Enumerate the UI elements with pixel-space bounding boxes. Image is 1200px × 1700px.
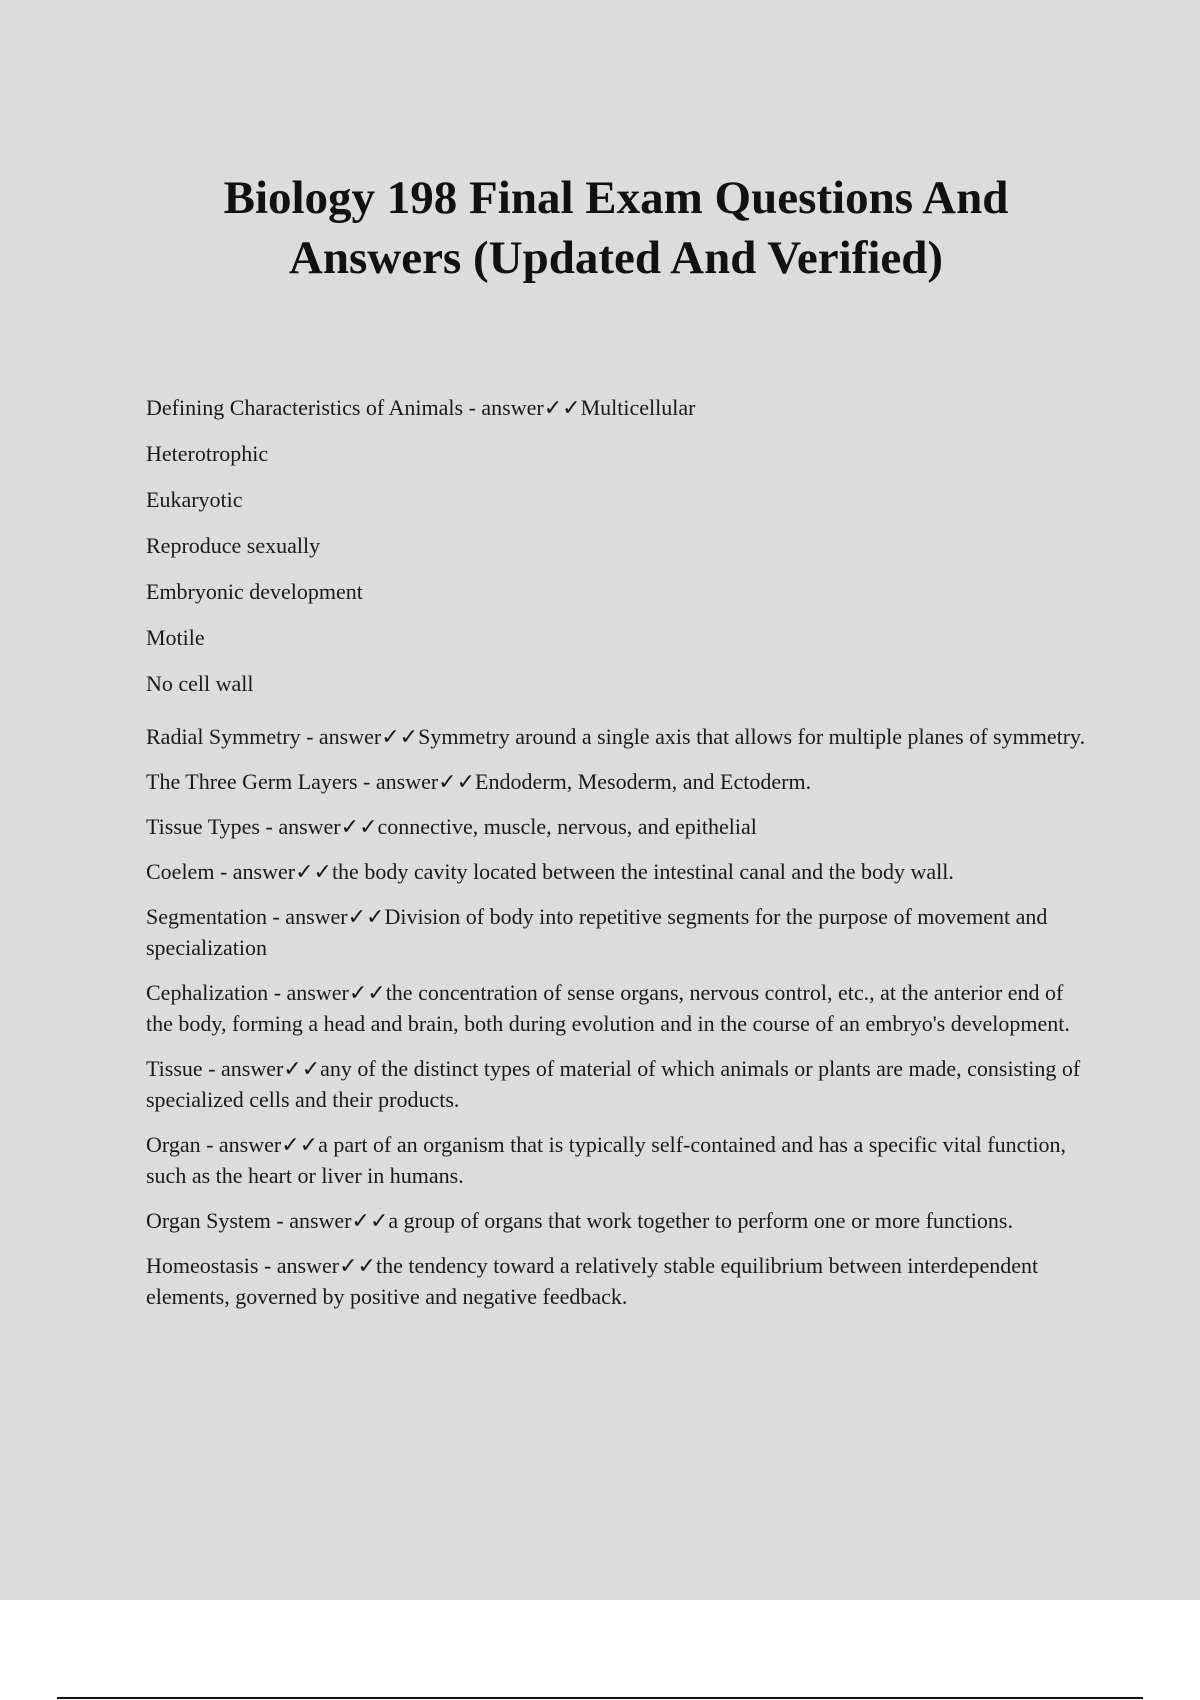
qa-term: Tissue bbox=[146, 1056, 203, 1081]
qa-entry bbox=[146, 392, 1086, 423]
qa-separator: - answer✓✓ bbox=[202, 1056, 321, 1081]
qa-answer: the concentration of sense organs, nervous control, etc., at the anterior end of the body, forming a head and brain, both during evolution and in the course of an embryo's development. bbox=[146, 980, 1070, 1036]
qa-answer: Division of body into repetitive segments for the purpose of movement and specialization bbox=[146, 904, 1048, 960]
qa-separator: - answer✓✓ bbox=[214, 859, 332, 884]
qa-term: Homeostasis bbox=[146, 1253, 259, 1278]
answer-line: Embryonic development bbox=[146, 579, 363, 604]
qa-entry bbox=[146, 1250, 1086, 1312]
qa-answer: Endoderm, Mesoderm, and Ectoderm. bbox=[475, 769, 812, 794]
answer-line: Eukaryotic bbox=[146, 487, 243, 512]
qa-separator: - answer✓✓ bbox=[260, 814, 378, 839]
qa-entry bbox=[146, 766, 1086, 797]
qa-entry bbox=[146, 1053, 1086, 1115]
qa-entry bbox=[146, 721, 1086, 752]
qa-separator: - answer✓✓ bbox=[258, 1253, 376, 1278]
qa-answer: a part of an organism that is typically self-contained and has a specific vital function, such as the heart or liver in humans. bbox=[146, 1132, 1067, 1188]
qa-term: Organ System bbox=[146, 1208, 271, 1233]
answer-line: Reproduce sexually bbox=[146, 533, 321, 558]
qa-term: Tissue Types bbox=[146, 814, 260, 839]
qa-answer: connective, muscle, nervous, and epithelial bbox=[377, 814, 757, 839]
qa-answer: Symmetry around a single axis that allows for multiple planes of symmetry. bbox=[418, 724, 1086, 749]
qa-entry bbox=[146, 811, 1086, 842]
qa-entry bbox=[146, 977, 1086, 1039]
document-title bbox=[0, 168, 1200, 288]
qa-answer: a group of organs that work together to perform one or more functions. bbox=[388, 1208, 1013, 1233]
qa-answer: any of the distinct types of material of which animals or plants are made, consisting of specialized cells and their products. bbox=[146, 1056, 1081, 1112]
answer-line: Motile bbox=[146, 625, 205, 650]
answer-line: Heterotrophic bbox=[146, 441, 269, 466]
answer-line: No cell wall bbox=[146, 671, 254, 696]
qa-term: Defining Characteristics of Animals bbox=[146, 395, 464, 420]
qa-list bbox=[146, 392, 1086, 1312]
document-title-line-2: Answers (Updated And Verified) bbox=[288, 232, 944, 284]
qa-term: Coelem bbox=[146, 859, 215, 884]
qa-entry bbox=[146, 901, 1086, 963]
qa-entry bbox=[146, 856, 1086, 887]
qa-separator: - answer✓✓ bbox=[357, 769, 476, 794]
qa-separator: - answer✓✓ bbox=[200, 1132, 319, 1157]
qa-answer: the tendency toward a relatively stable equilibrium between interdependent elements, governed by positive and negative feedback. bbox=[146, 1253, 1039, 1309]
qa-term: Radial Symmetry bbox=[146, 724, 301, 749]
qa-entry bbox=[146, 1205, 1086, 1236]
qa-term: Cephalization bbox=[146, 980, 269, 1005]
qa-separator: - answer✓✓ bbox=[300, 724, 419, 749]
qa-separator: - answer✓✓ bbox=[268, 980, 386, 1005]
qa-term: Segmentation bbox=[146, 904, 267, 929]
page-divider bbox=[57, 1697, 1143, 1699]
qa-separator: - answer✓✓ bbox=[463, 395, 581, 420]
qa-term: Organ bbox=[146, 1132, 201, 1157]
qa-answer: the body cavity located between the intestinal canal and the body wall. bbox=[331, 859, 954, 884]
qa-separator: - answer✓✓ bbox=[270, 1208, 389, 1233]
document-title-line-1: Biology 198 Final Exam Questions And bbox=[223, 172, 1009, 224]
qa-term: The Three Germ Layers bbox=[146, 769, 358, 794]
qa-separator: - answer✓✓ bbox=[266, 904, 385, 929]
qa-entry bbox=[146, 1129, 1086, 1191]
qa-answer: Multicellular bbox=[580, 395, 696, 420]
